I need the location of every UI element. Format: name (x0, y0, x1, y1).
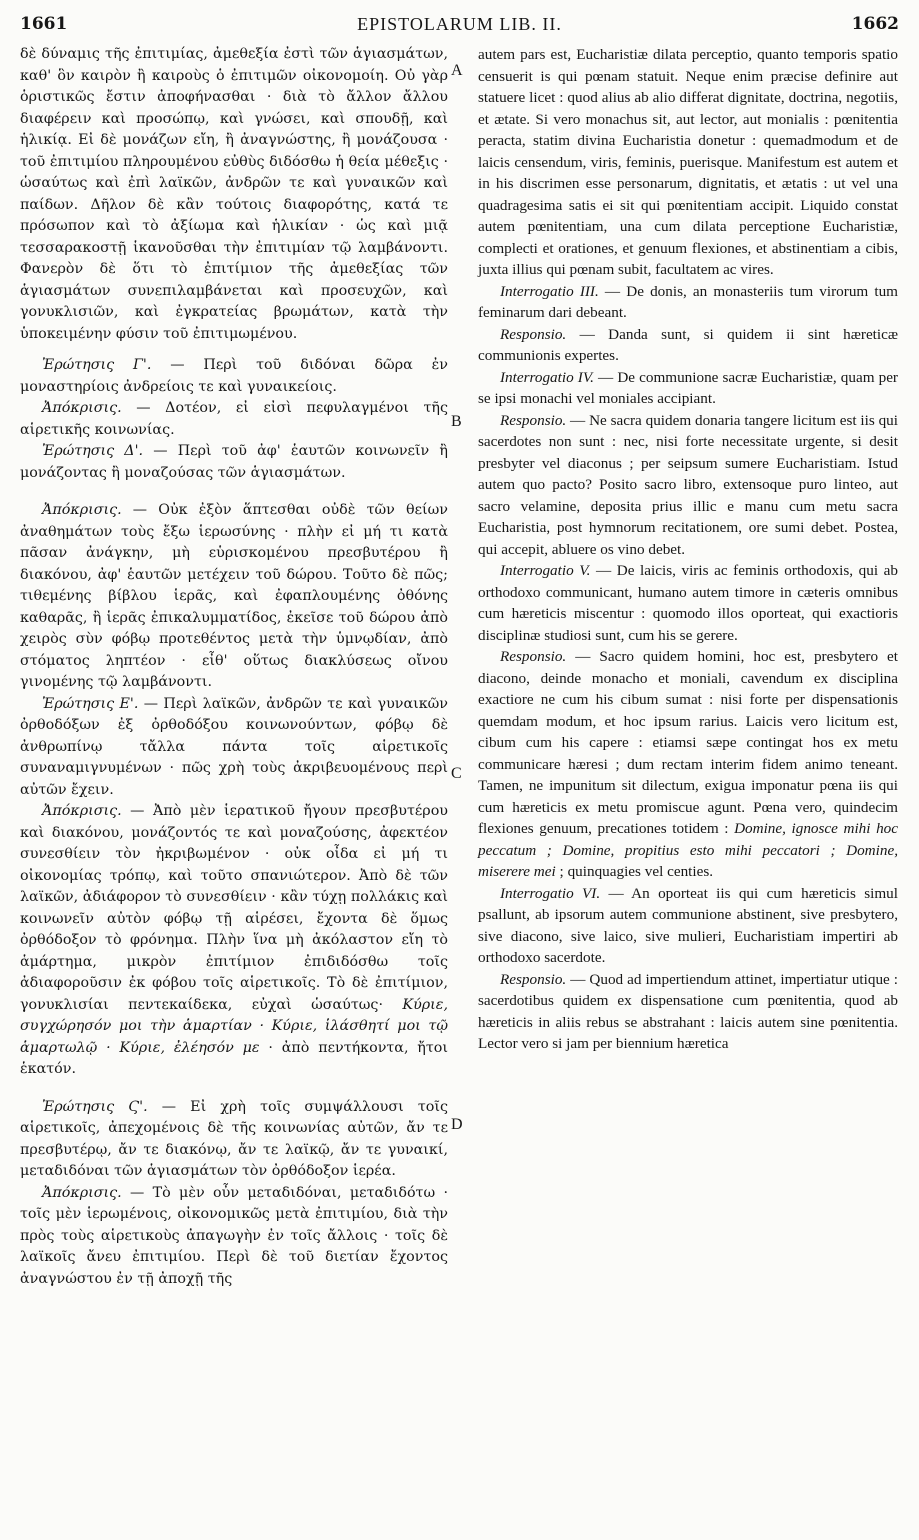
latin-q6-text: — An oporteat iis qui cum hæreticis simul psallunt, ab ipsorum autem communione abstinent, sive presbytero, sive diacono, sive laico, sive mulieri, Eucharistiam impertiri ab orthodoxo sacerdote. (478, 884, 898, 966)
page-number-left: 1661 (20, 14, 68, 34)
latin-q4-text: — De communione sacræ Eucharistiæ, quam per se ipsi monachi vel moniales accipiant. (478, 368, 898, 407)
latin-answer-6 (478, 969, 898, 1055)
greek-q5-text: — Περὶ λαϊκῶν, ἀνδρῶν τε καὶ γυναικῶν ὀρθοδόξων ἐξ ὀρθοδόξου κοινωνούντων, φόβῳ δὲ ἀνθρωπίνῳ τἄλλα πάντα τοῖς αἱρετικοῖς συναναμιγνυμένων · πῶς χρὴ τοὺς ἀκριβευομένους περὶ αὐτῶν ἔχειν. (20, 695, 448, 798)
page-header (20, 14, 899, 42)
greek-a4-text: — Οὐκ ἐξὸν ἅπτεσθαι οὐδὲ τῶν θείων ἀναθημάτων τοὺς ἔξω ἱερωσύνης · πλὴν εἰ μή τι κατὰ πᾶσαν ἀνάγκην, μὴ εὑρισκομένου πρεσβυτέρου ἢ διακόνου, ἀφ' ἑαυτῶν μετέχειν τοῦ δώρου. Τοῦτο δὲ πῶς; τιθεμένης βίβλου ἱερᾶς, καὶ ἐφαπλουμένης ὀθόνης καθαρᾶς, ἢ ἱερᾶς ἐπικαλυμματίδος, ἐκεῖσε τοῦ δώρου ἀπὸ χειρὸς σὺν φόβῳ προτεθέντος μετὰ τὴν ὑμνῳδίαν, ἀπὸ στόματος ληπτέον · εἶθ' οὕτως διακλύσεως οἴνου γινομένης τῷ λαμβάνοντι. (20, 502, 448, 690)
latin-q6-label: Interrogatio VI. (500, 884, 601, 902)
greek-a6-label: Ἀπόκρισις. (42, 1184, 122, 1201)
running-title: EPISTOLARUM LIB. II. (357, 14, 562, 34)
latin-a4-text: — Ne sacra quidem donaria tangere licitum est iis qui sacerdotes non sunt : nec, nisi forte necessitate urgente, si desit presbyter vel diaconus ; per seipsum sumere Eucharistiam. Istud autem quo pacto? Posito sacro libro, extensoque puro linteo, aut sacro velamine, deposita prius illic e manu cum metu sacra Eucharistia, post hymnorum recitationem, ore sumi debet. Postea, qui accepit, abluere os vino debet. (478, 411, 898, 558)
latin-question-6 (478, 883, 898, 969)
latin-question-4 (478, 367, 898, 410)
latin-intro: autem pars est, Eucharistiæ dilata perceptio, quanto temporis spatio censuerit is qui pœnam statuit. Neque enim præcise definire aut statuere licet : quod alius ab alio differat dignitate, doctrina, negotiis, et ætate. Si vero monachus sit, aut lector, aut monialis : pœnitentia peracta, statim divina Eucharistia donetur : quemadmodum et de laicis censendum, viris, feminis, puerisque. Manifestum est autem et in his discrimen esse personarum, dignitatis, et ætatis : ut vel una quadragesima satis ei sit qui pœnitentiam accipit. Liquido constat autem pœnitentiam, una cum dilata perceptione Eucharistiæ, complecti et orationes, et genuum flexiones, et abstinentiam a cibis, juxta illius qui pœnam subit, facultatem ac vires. (478, 46, 898, 278)
greek-q3-text: — Περὶ τοῦ διδόναι δῶρα ἐν μοναστηρίοις ἀνδρείοις τε καὶ γυναικείοις. (20, 357, 449, 395)
section-marker-b: B (451, 413, 462, 430)
greek-a4-label: Ἀπόκρισις. (42, 502, 122, 518)
section-marker-c: C (451, 765, 462, 782)
greek-a5-prayer: Κύριε, συγχώρησόν μοι τὴν ἁμαρτίαν · Κύριε, ἱλάσθητί μοι τῷ ἁμαρτωλῷ · Κύριε, ἐλέησόν με (20, 996, 448, 1056)
greek-a6-text: — Τὸ μὲν οὖν μεταδιδόναι, μεταδιδότω · τοῖς μὲν ἱερωμένοις, οἰκονομικῶς μετὰ ἐπιτιμίου, διὰ τὴν πρὸς τοὺς αἱρετικοὺς ἀπαγωγὴν ἐν τοῖς ἄλλοις · τοῖς δὲ λαϊκοῖς ἄνευ ἐπιτιμίου. Περὶ δὲ τοῦ διετίαν ἔχοντος ἀναγνώστου ἐν τῇ ἀποχῇ τῆς (20, 1184, 448, 1287)
latin-answer-5 (478, 646, 898, 883)
greek-q6-label: Ἐρώτησις Ϛ'. (42, 1098, 148, 1115)
section-marker-d: D (451, 1116, 463, 1133)
latin-a5-prayer: Domine, ignosce mihi hoc peccatum ; Domine, propitius esto mihi peccatori ; Domine, miserere mei (478, 820, 898, 880)
latin-answer-3 (478, 324, 898, 367)
greek-answer-4 (20, 500, 448, 694)
latin-q5-text: — De laicis, viris ac feminis orthodoxis, qui ab orthodoxo communicant, humano autem timore in cæteris omnibus cum hæreticis miscentur : quomodo illos oporteat, qui exactioris disciplinæ studiosi sunt, cum his se gerere. (478, 562, 898, 644)
greek-answer-5 (20, 801, 448, 1081)
page-number-right: 1662 (851, 14, 899, 34)
latin-q3-label: Interrogatio III. (500, 282, 599, 300)
latin-a5-text: — Sacro quidem homini, hoc est, presbytero et diacono, deinde monacho et moniali, cavendum ex disciplina exactiore ne cum his cibum sumat : nisi forte per dispensationis quemdam modum, et hoc ipsum rarius. Laicis vero licitum est, cibum cum his capere : etiamsi sæpe contingat hos ex metu communicare hæresi ; dum rectam interim fidem animo teneant. Tamen, ne impunitum sit dilectum, exigua imponatur pœna iis qui cum hæreticis ex metu promiscue agunt. Pœna vero, quindecim flexiones genuum, precationes totidem : (478, 648, 898, 837)
latin-a5-end: ; quinquagies vel centies. (555, 863, 714, 880)
greek-a5-text: — Ἀπὸ μὲν ἱερατικοῦ ἤγουν πρεσβυτέρου καὶ διακόνου, μονάζοντός τε καὶ μοναζούσης, ἀφεκτέον συνεσθίειν τὸν ἠκριβωμένον · οὐκ οἶδα εἰ μή τι οἰκονομίας τρόπῳ, καὶ τοῦτο σπανιώτερον. Ἀπὸ δὲ τῶν λαϊκῶν, ἀδιάφορον τὸ συνεσθίειν · κἂν τύχῃ πολλάκις καὶ κοινωνεῖν αὐτὸν φόβῳ τῇ αἱρέσει, ἔχοντα δὲ ὅμως ὀρθόδοξον τὸ φρόνημα. Πλὴν ἵνα μὴ ἀκόλαστον εἴη τὸ ἁμάρτημα, μικρὸν ἐπιτίμιον ἐπιδιδόσθω τοῖς ἀδιαφοροῦσιν ἐκ φόβου τοῖς αἱρετικοῖς. Τὸ δὲ ἐπιτίμιον, γονυκλισίαι πεντεκαίδεκα, εὐχαὶ ὡσαύτως· (20, 803, 448, 1013)
latin-column (478, 44, 898, 1055)
latin-a6-text: — Quod ad impertiendum attinet, impertiatur utique : sacerdotibus quidem ex dispensatione cum pœnitentia, quod ab hæreticis in aliis rebus se abstrahant : laicis autem sine pœnitentia. Lector vero si jam per biennium hæretica (478, 970, 898, 1052)
latin-q5-label: Interrogatio V. (500, 562, 591, 579)
greek-a5-end: · ἀπὸ πεντήκοντα, ἤτοι ἑκατόν. (20, 1039, 448, 1077)
greek-a3-text: — Δοτέον, εἰ εἰσὶ πεφυλαγμένοι τῆς αἱρετικῆς κοινωνίας. (20, 400, 448, 438)
greek-column (20, 44, 448, 1290)
greek-answer-6 (20, 1183, 448, 1291)
latin-answer-4 (478, 410, 898, 561)
greek-q5-label: Ἐρώτησις Ε'. (42, 695, 139, 712)
greek-q6-text: — Εἰ χρὴ τοῖς συμψάλλουσι τοῖς αἱρετικοῖς, ἀπεχομένοις δὲ τῆς κοινωνίας αὐτῶν, ἄν τε πρεσβυτέρῳ, ἄν τε διακόνῳ, ἄν τε λαϊκῷ, ἄν τε γυναικί, μεταδιδόναι τῶν ἁγιασμάτων τὸν ὀρθόδοξον ἱερέα. (20, 1098, 448, 1179)
greek-intro: δὲ δύναμις τῆς ἐπιτιμίας, ἀμεθεξία ἐστὶ τῶν ἁγιασμάτων, καθ' ὃν καιρὸν ἢ καιροὺς ὁ ἐπιτιμῶν οἰκονομοίη. Οὐ γὰρ ὁριστικῶς ἔστιν ἀποφήνασθαι · διὰ τὸ ἄλλον ἄλλου διαφέρειν καὶ προσώπῳ, καὶ γνώσει, καὶ σπουδῇ, καὶ ἡλικίᾳ. Εἰ δὲ μονάζων εἴη, ἢ ἀναγνώστης, ἢ μονάζουσα · τοῦ ἐπιτιμίου πληρουμένου εὐθὺς διδόσθω ἡ θεία μέθεξις · ὡσαύτως καὶ ἐπὶ λαϊκῶν, ἀνδρῶν τε καὶ γυναικῶν καὶ παίδων. Δῆλον δὲ κἂν τούτοις διαφορότης, κατά τε πρόσωπον καὶ τὸ ἀξίωμα καὶ ἡλικίαν · ὡς καὶ μιᾷ τεσσαρακοστῇ ἱκανοῦσθαι τὴν ἐπιτιμίαν τῷ λαμβάνοντι. Φανερὸν δὲ ὅτι τὸ ἐπιτίμιον τῆς ἀμεθεξίας τῶν ἁγιασμάτων συνεπιλαμβάνεται καὶ προσευχῶν, καὶ γονυκλισιῶν, καὶ ἐγκρατείας βρωμάτων, κατὰ τὴν ὑποκειμένην φύσιν τοῦ ἐπιτιμωμένου. (20, 46, 448, 342)
greek-question-3 (20, 355, 448, 398)
greek-question-5 (20, 694, 448, 802)
greek-question-4 (20, 441, 448, 484)
greek-question-6 (20, 1097, 448, 1183)
latin-a4-label: Responsio. (500, 411, 567, 429)
greek-a5-label: Ἀπόκρισις. (42, 803, 122, 819)
latin-question-3 (478, 281, 898, 324)
latin-a3-text: — Danda sunt, si quidem ii sint hæreticæ communionis expertes. (478, 325, 898, 364)
section-marker-a: A (451, 62, 463, 79)
greek-a3-label: Ἀπόκρισις. (42, 400, 122, 416)
latin-q4-label: Interrogatio IV. (500, 368, 594, 386)
greek-answer-3 (20, 398, 448, 441)
latin-a3-label: Responsio. (500, 325, 567, 343)
latin-question-5 (478, 560, 898, 646)
greek-q4-text: — Περὶ τοῦ ἀφ' ἑαυτῶν κοινωνεῖν ἢ μονάζοντας ἢ μοναζούσας τῶν ἁγιασμάτων. (20, 443, 448, 481)
latin-a6-label: Responsio. (500, 970, 567, 988)
greek-q3-label: Ἐρώτησις Γ'. (42, 357, 152, 373)
greek-q4-label: Ἐρώτησις Δ'. (42, 443, 144, 459)
latin-a5-label: Responsio. (500, 648, 567, 665)
latin-q3-text: — De donis, an monasteriis tum virorum tum feminarum dari debeant. (478, 282, 898, 321)
